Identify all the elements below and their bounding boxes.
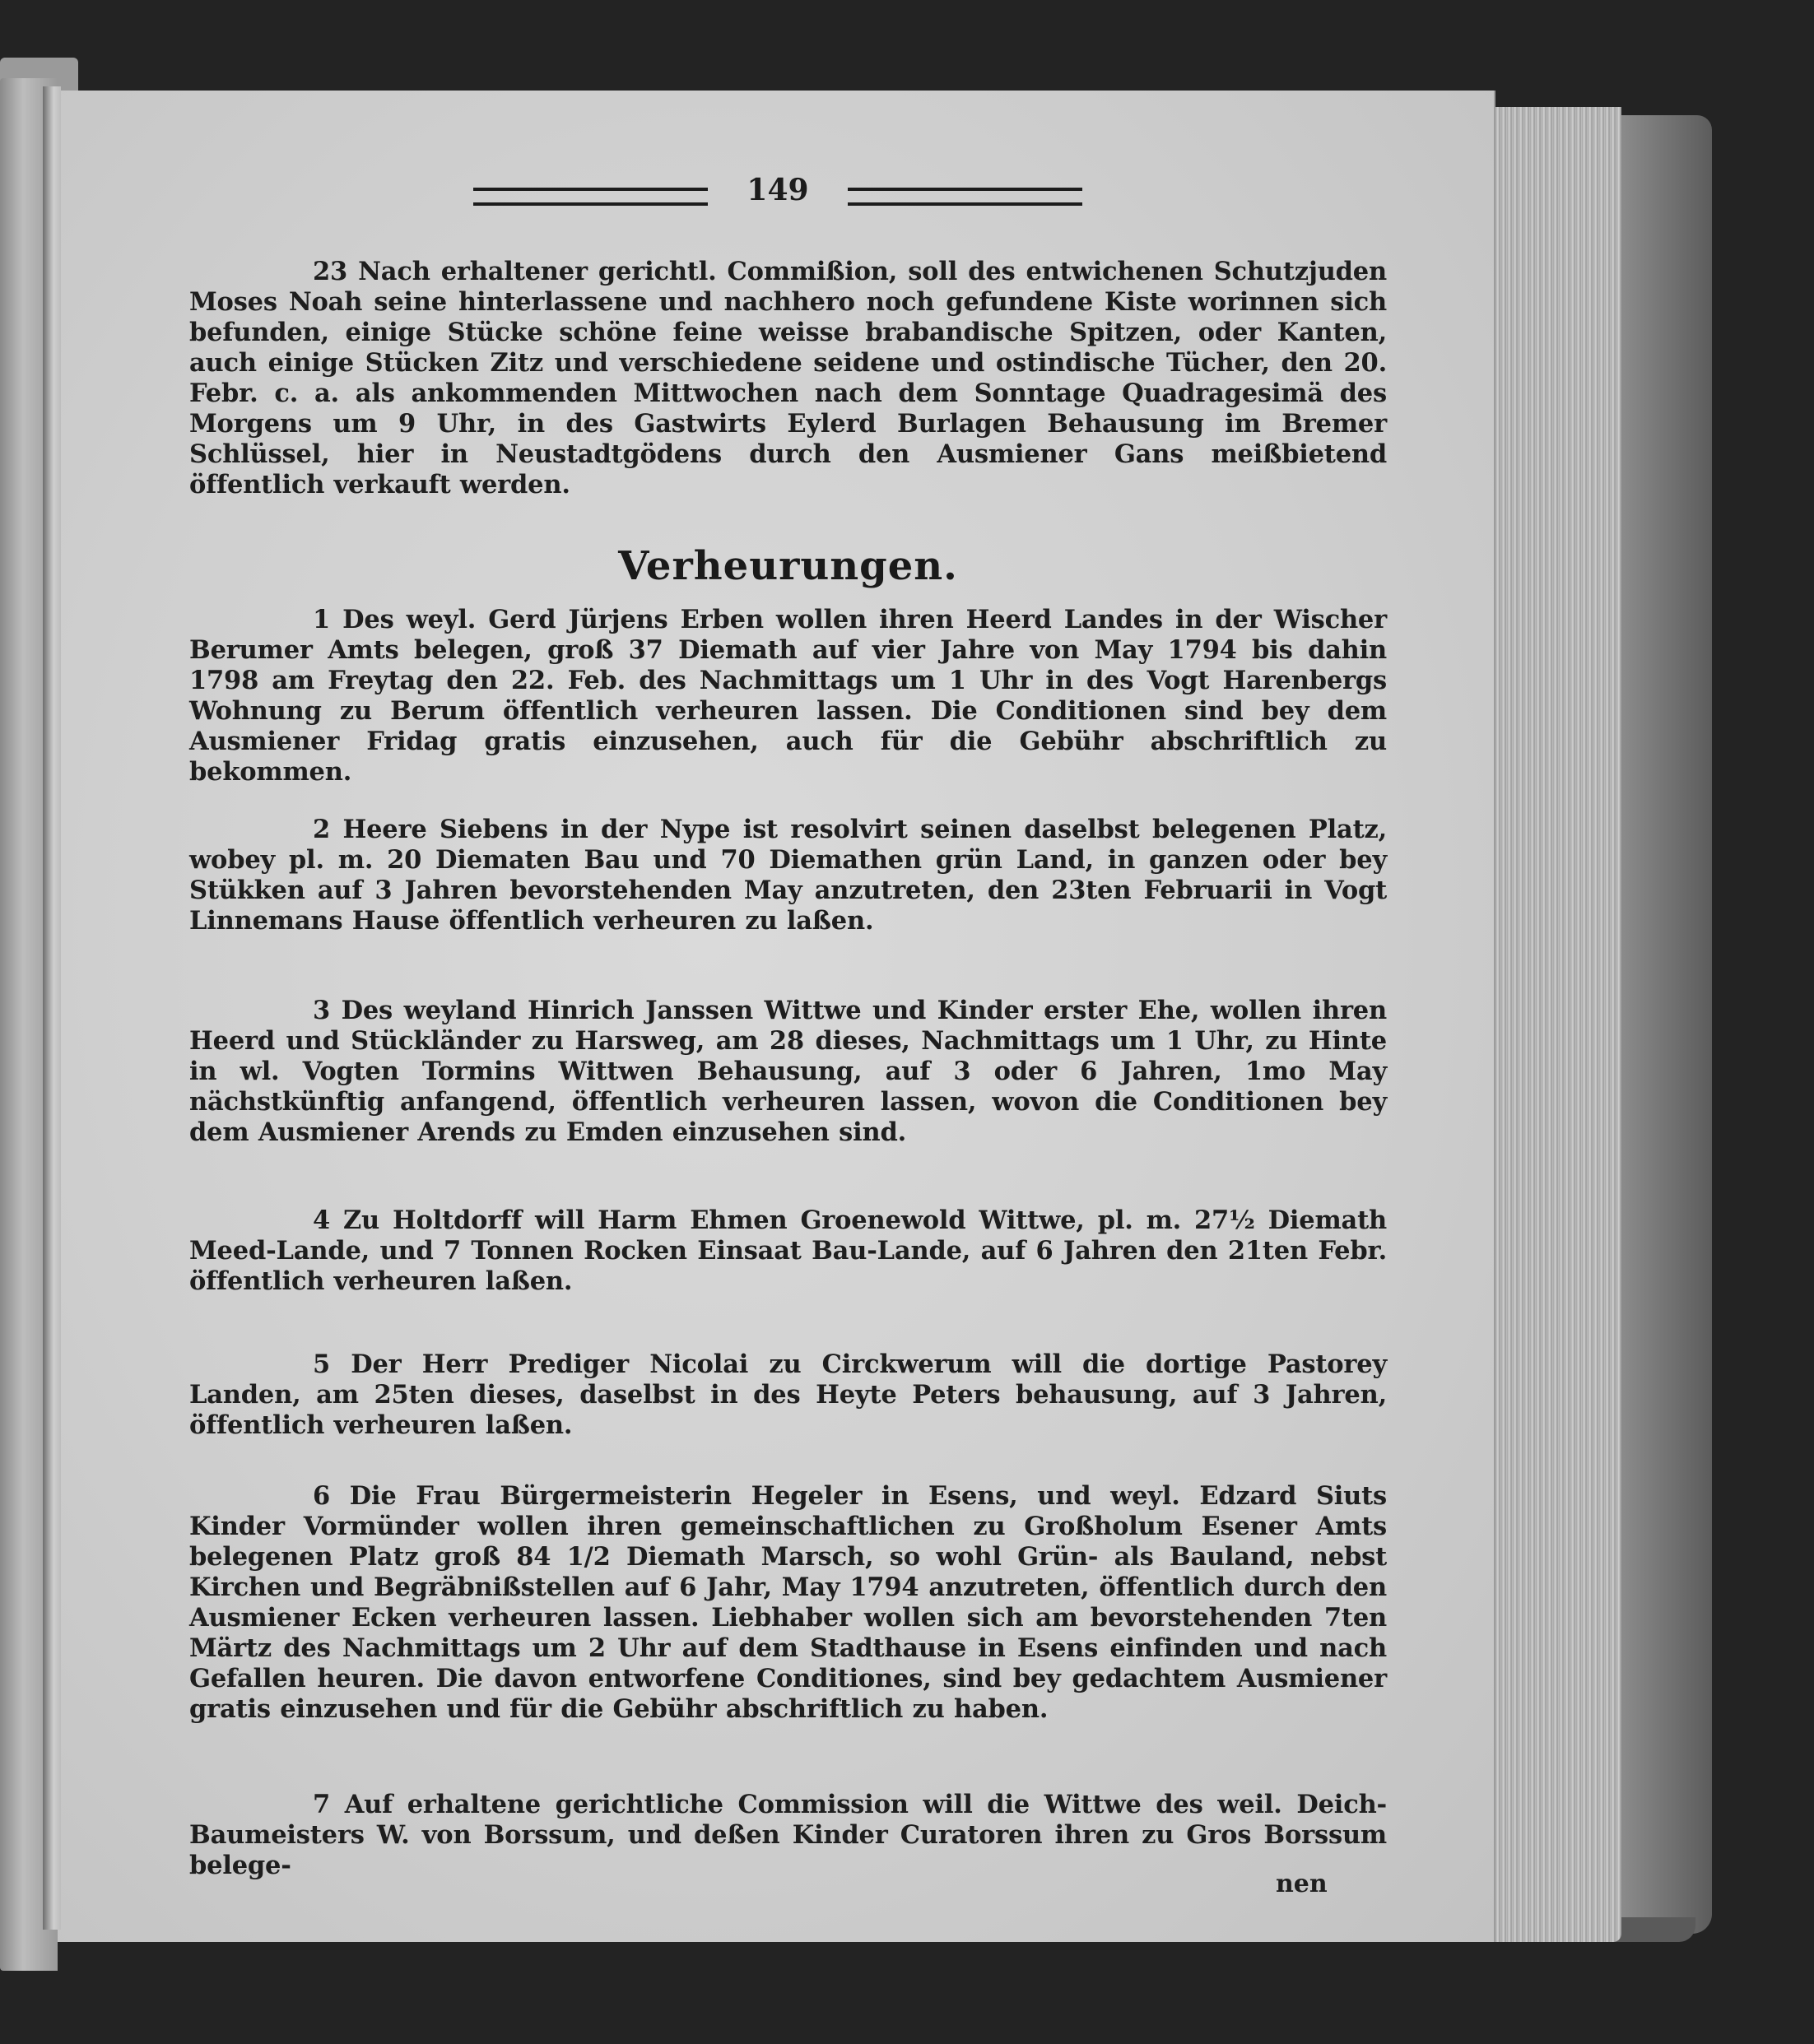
page-gutter <box>43 86 61 1930</box>
catchword: nen <box>1276 1870 1328 1898</box>
paragraph-lease-1: 1 Des weyl. Gerd Jürjens Erben wollen ihren Heerd Landes in der Wischer Berumer Amts belegen, groß 37 Diemath auf vier Jahre von May 1794 bis dahin 1798 am Freytag den 22. Feb. des Nachmittags um 1 Uhr in des Vogt Harenbergs Wohnung zu Berum öffentlich verheuren lassen. Die Conditionen sind bey dem Ausmiener Fridag gratis einzusehen, auch für die Gebühr abschriftlich zu bekommen. <box>189 605 1387 787</box>
header-rule-right <box>848 188 1082 206</box>
section-heading: Verheurungen. <box>618 543 958 589</box>
paragraph-lease-2: 2 Heere Siebens in der Nype ist resolvirt seinen daselbst belegenen Platz, wobey pl. m. 20 Diematen Bau und 70 Diemathen grün Land, in ganzen oder bey Stükken auf 3 Jahren bevorstehenden May anzutreten, den 23ten Februarii in Vogt Linnemans Hause öffentlich verheuren zu laßen. <box>189 815 1387 936</box>
paragraph-lease-6: 6 Die Frau Bürgermeisterin Hegeler in Esens, und weyl. Edzard Siuts Kinder Vormünder wollen ihren gemeinschaftlichen zu Großholum Esener Amts belegenen Platz groß 84 1/2 Diemath Marsch, so wohl Grün- als Bauland, nebst Kirchen und Begräbnißstellen auf 6 Jahr, May 1794 anzutreten, öffentlich durch den Ausmiener Ecken verheuren lassen. Liebhaber wollen sich am bevorstehenden 7ten Märtz des Nachmittags um 2 Uhr auf dem Stadthause in Esens einfinden und nach Gefallen heuren. Die davon entworfene Conditiones, sind bey gedachtem Ausmiener gratis einzusehen und für die Gebühr abschriftlich zu haben. <box>189 1481 1387 1724</box>
page-header <box>473 173 1082 214</box>
paragraph-lease-3: 3 Des weyland Hinrich Janssen Wittwe und Kinder erster Ehe, wollen ihren Heerd und Stückländer zu Harsweg, am 28 dieses, Nachmittags um 1 Uhr, zu Hinte in wl. Vogten Tormins Wittwen Behausung, auf 3 oder 6 Jahren, 1mo May nächstkünftig anfangend, öffentlich verheuren lassen, wovon die Conditionen bey dem Ausmiener Arends zu Emden einzusehen sind. <box>189 996 1387 1147</box>
paragraph-lease-5: 5 Der Herr Prediger Nicolai zu Circkwerum will die dortige Pastorey Landen, am 25ten dieses, daselbst in des Heyte Peters behausung, auf 3 Jahren, öffentlich verheuren laßen. <box>189 1350 1387 1440</box>
paragraph-lease-7: 7 Auf erhaltene gerichtliche Commission will die Wittwe des weil. Deich-Baumeisters W. von Borssum, und deßen Kinder Curatoren ihren zu Gros Borssum belege- <box>189 1790 1387 1880</box>
page-fore-edge <box>1490 107 1621 1942</box>
header-rule-left <box>473 188 708 206</box>
paragraph-lease-4: 4 Zu Holtdorff will Harm Ehmen Groenewold Wittwe, pl. m. 27½ Diemath Meed-Lande, und 7 Tonnen Rocken Einsaat Bau-Lande, auf 6 Jahren den 21ten Febr. öffentlich verheuren laßen. <box>189 1205 1387 1296</box>
paragraph-notice-23: 23 Nach erhaltener gerichtl. Commißion, soll des entwichenen Schutzjuden Moses Noah seine hinterlassene und nachhero noch gefundene Kiste worinnen sich befunden, einige Stücke schöne feine weisse brabandische Spitzen, oder Kanten, auch einige Stücken Zitz und verschiedene seidene und ostindische Tücher, den 20. Febr. c. a. als ankommenden Mittwochen nach dem Sonntage Quadragesimä des Morgens um 9 Uhr, in des Gastwirts Eylerd Burlagen Behausung im Bremer Schlüssel, hier in Neustadtgödens durch den Ausmiener Gans meißbietend öffentlich verkauft werden. <box>189 257 1387 499</box>
page-number: 149 <box>747 173 809 207</box>
